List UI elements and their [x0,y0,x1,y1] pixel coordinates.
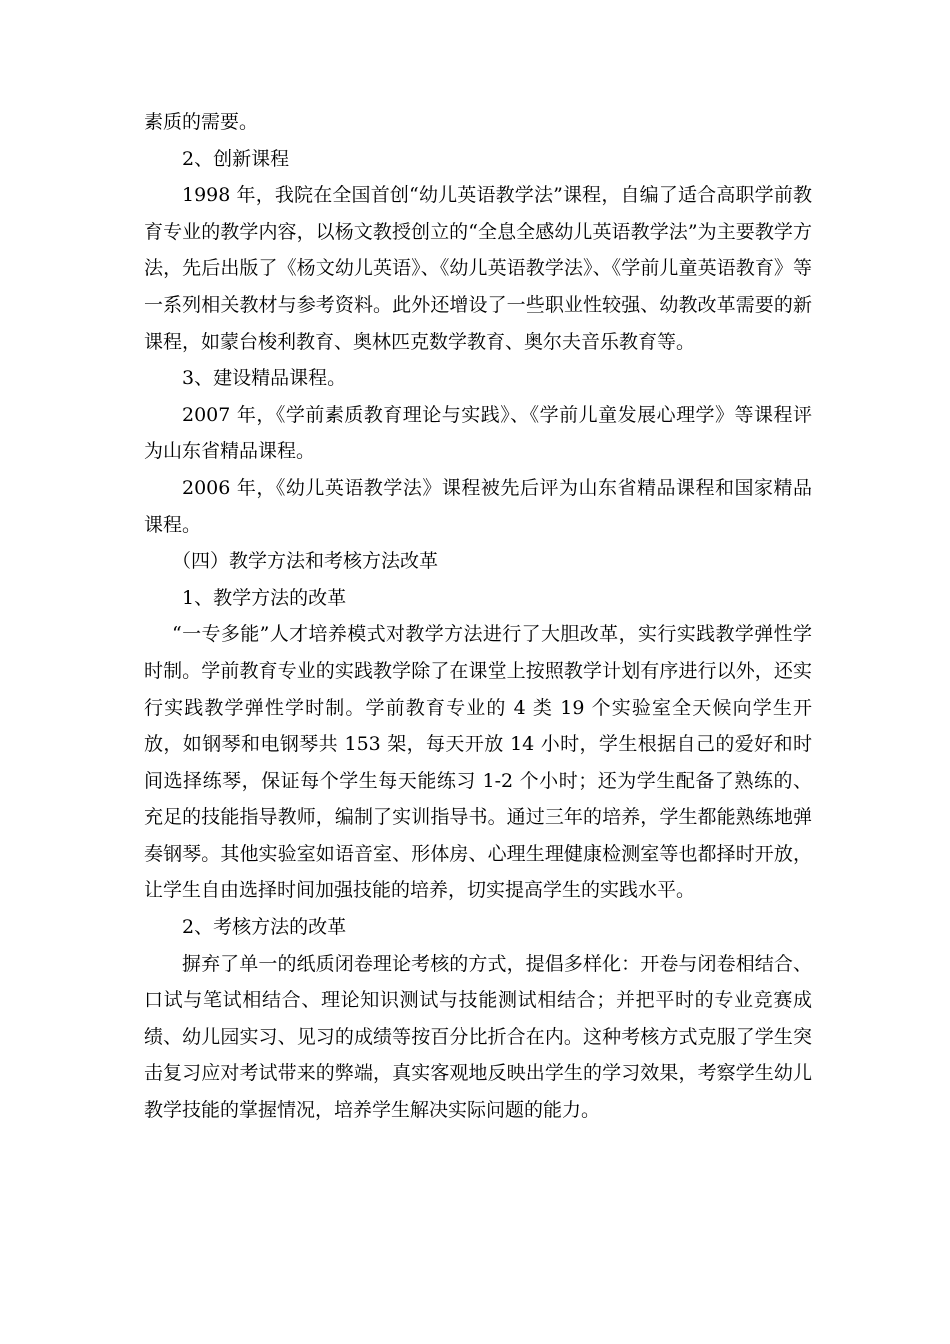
subheading-assessment-methods: 2、考核方法的改革 [182,916,347,939]
section-heading-teaching-reform: （四）教学方法和考核方法改革 [172,550,439,573]
paragraph-2006-course: 2006 年，《幼儿英语教学法》课程被先后评为山东省精品课程和国家精品课程。 [144,476,812,536]
paragraph-assessment-methods: 摒弃了单一的纸质闭卷理论考核的方式，提倡多样化：开卷与闭卷相结合、口试与笔试相结合、理论知识测试与技能测试相结合；并把平时的专业竞赛成绩、幼儿园实习、见习的成绩等按百分比折合在内。这种考核方式克服了学生突击复习应对考试带来的弊端，真实客观地反映出学生的学习效果，考察学生幼儿教学技能的掌握情况，培养学生解决实际问题的能力。 [144,952,812,1122]
subheading-teaching-methods: 1、教学方法的改革 [182,586,347,609]
document-page [144,104,812,1129]
paragraph-english-pedagogy: 1998 年，我院在全国首创“幼儿英语教学法”课程，自编了适合高职学前教育专业的教学内容，以杨文教授创立的“全息全感幼儿英语教学法”为主要教学方法，先后出版了《杨文幼儿英语》、《幼儿英语教学法》、《学前儿童英语教育》等一系列相关教材与参考资料。此外还增设了一些职业性较强、幼教改革需要的新课程，如蒙台梭利教育、奥林匹克数学教育、奥尔夫音乐教育等。 [144,184,812,353]
paragraph-2007-courses: 2007 年，《学前素质教育理论与实践》、《学前儿童发展心理学》等课程评为山东省精品课程。 [144,403,812,463]
paragraph-teaching-methods: “一专多能”人才培养模式对教学方法进行了大胆改革，实行实践教学弹性学时制。学前教育专业的实践教学除了在课堂上按照教学计划有序进行以外，还实行实践教学弹性学时制。学前教育专业的 4 类 19 个实验室全天候向学生开放，如钢琴和电钢琴共 153 架，每天开放 14 小时，学生根据自己的爱好和时间选择练琴，保证每个学生每天能练习 1-2 个小时；还为学生配备了熟练的、充足的技能指导教师，编制了实训指导书。通过三年的培养，学生都能熟练地弹奏钢琴。其他实验室如语音室、形体房、心理生理健康检测室等也都择时开放，让学生自由选择时间加强技能的培养，切实提高学生的实践水平。 [144,623,812,902]
subheading-innovative-courses: 2、创新课程 [182,147,290,170]
paragraph-continuation: 素质的需要。 [144,111,259,133]
subheading-quality-courses: 3、建设精品课程。 [182,367,347,390]
